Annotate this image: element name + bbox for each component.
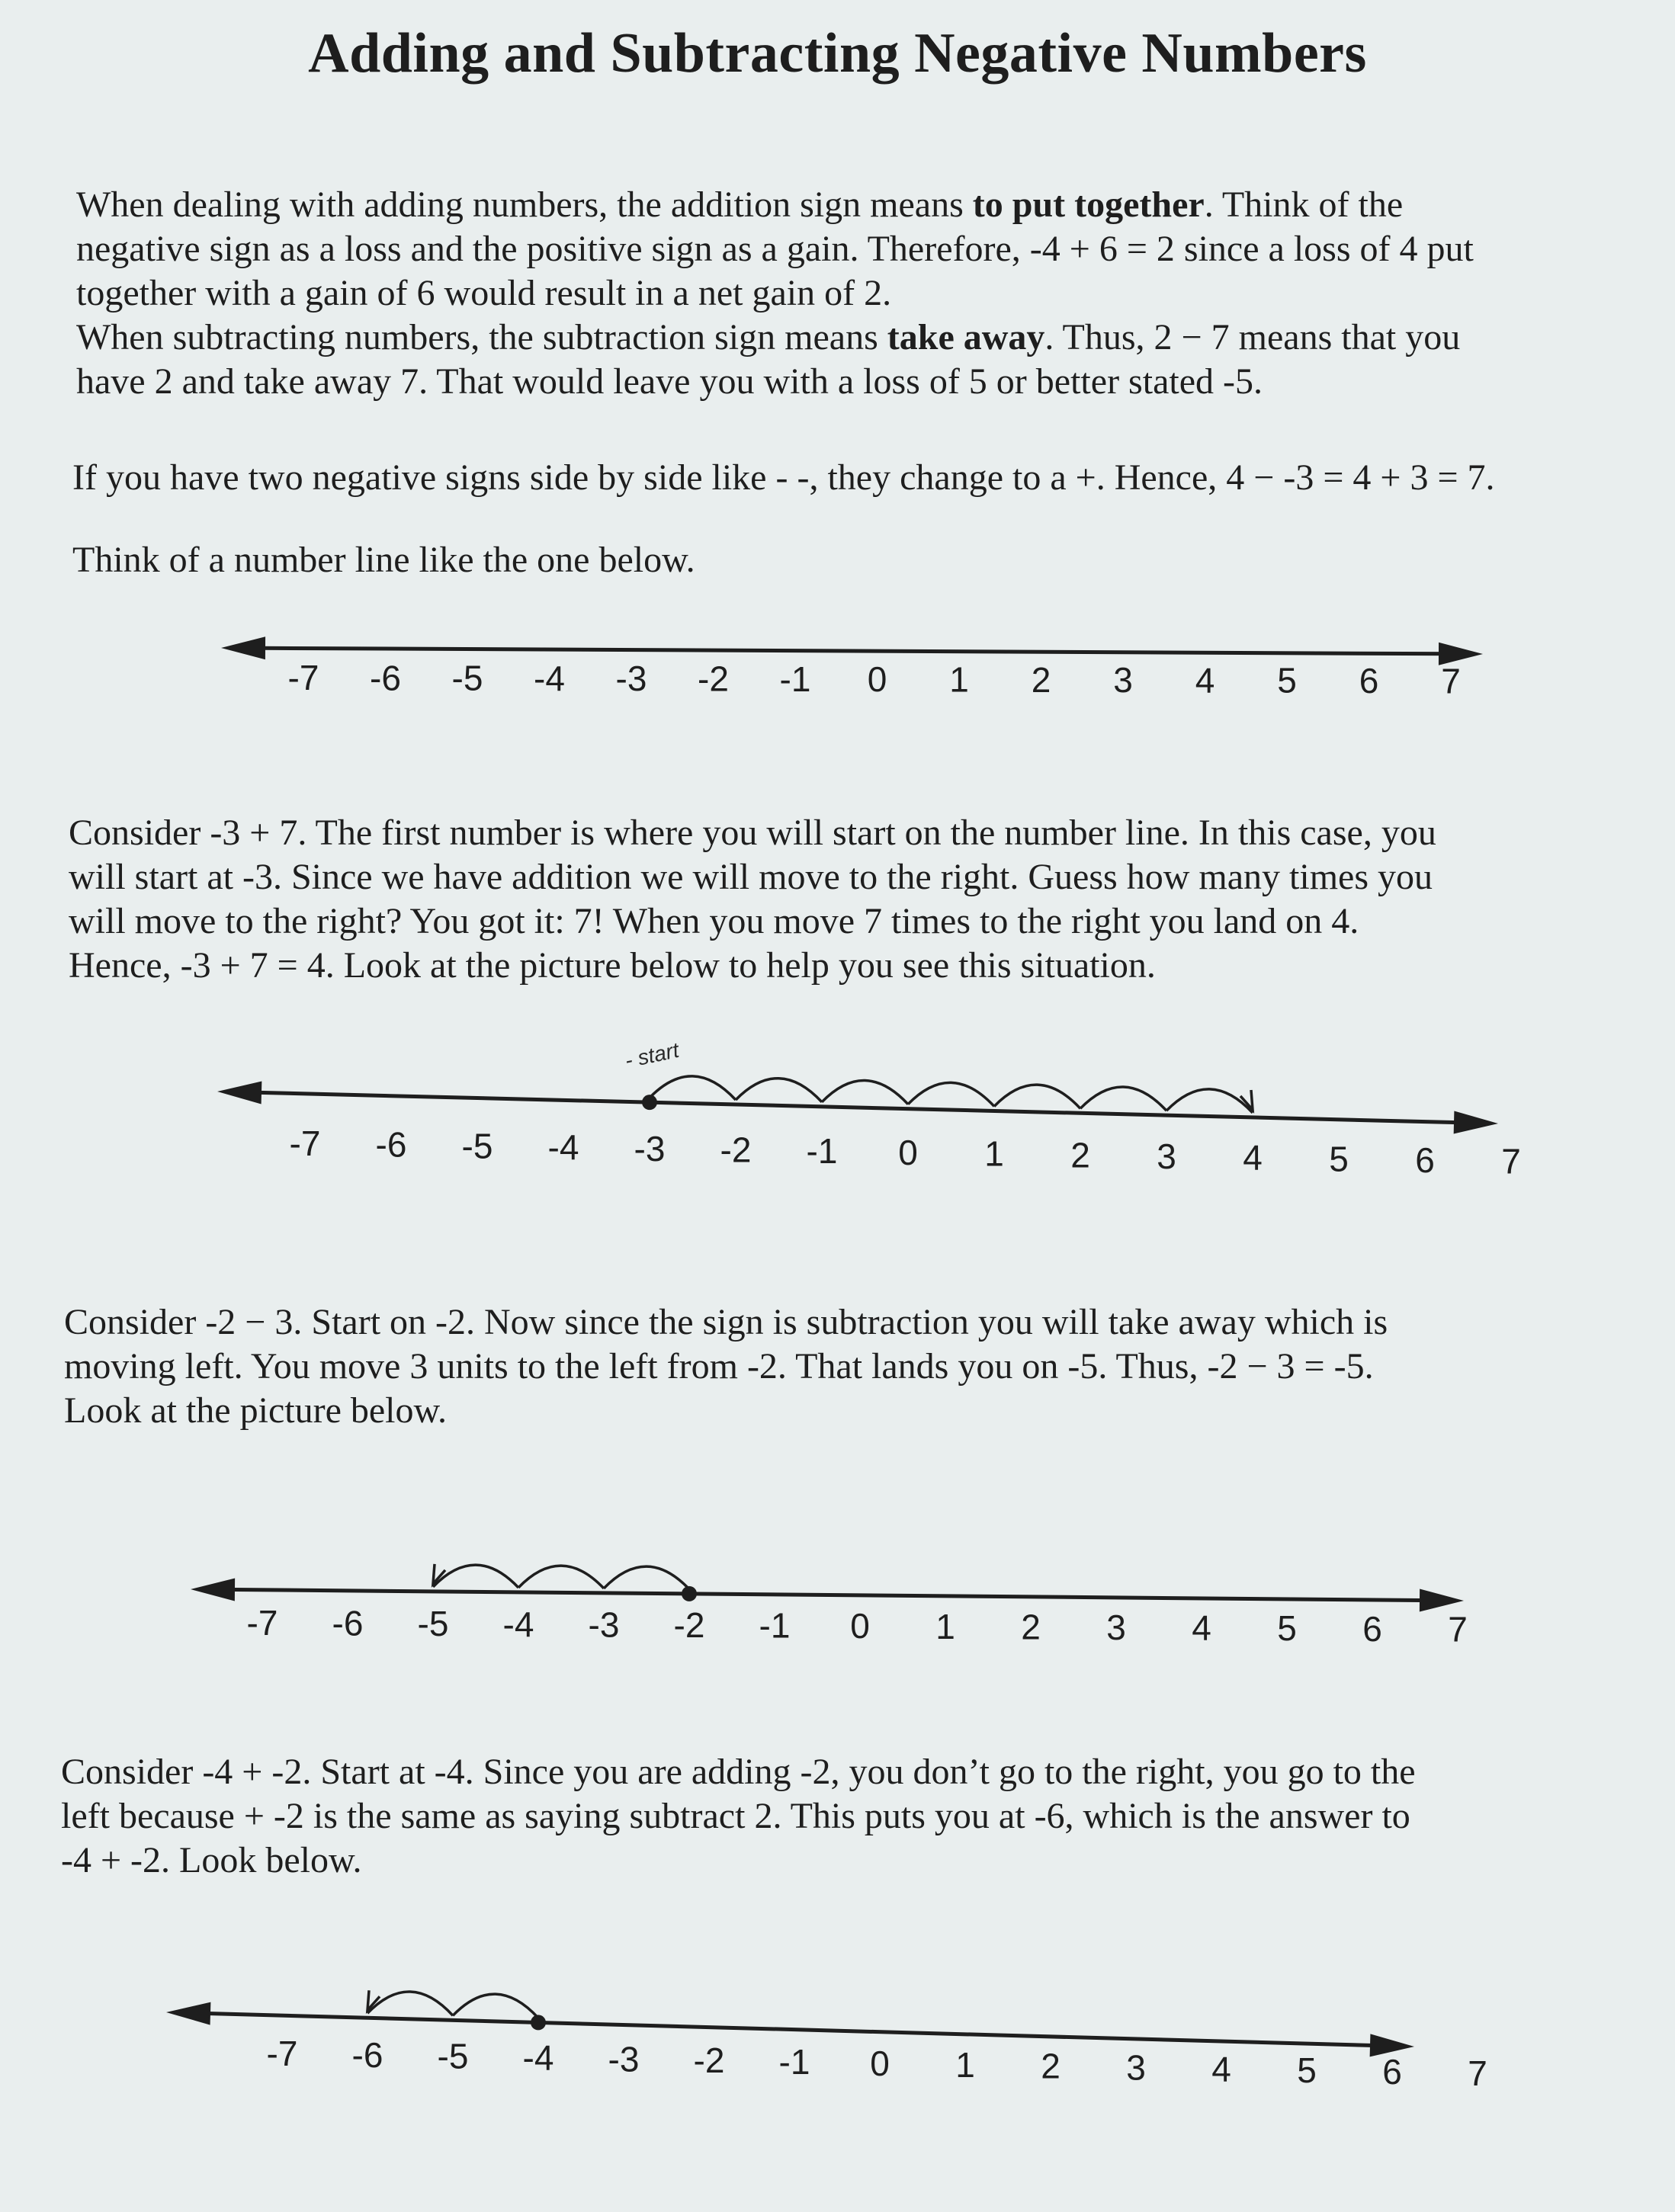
- hop-arc: [994, 1085, 1080, 1108]
- hop-arc: [1080, 1087, 1166, 1111]
- double-negative-rule: If you have two negative signs side by side like - -, they change to a +. Hence, 4 − -3 = 4 + 3 = 7.: [72, 457, 1495, 498]
- tick-label: -4: [502, 1604, 534, 1644]
- intro-line: negative sign as a loss and the positive sign as a gain. Therefore, -4 + 6 = 2 since a loss of 4 put: [76, 229, 1474, 269]
- left-arrowhead-icon: [166, 2002, 210, 2025]
- tick-label: 0: [850, 1606, 870, 1646]
- tick-label: -5: [417, 1604, 449, 1644]
- tick-label: -2: [673, 1605, 705, 1646]
- hop-arc: [1166, 1089, 1253, 1113]
- intro-text: When dealing with adding numbers, the addition sign means: [76, 184, 973, 225]
- example-line: moving left. You move 3 units to the left from -2. That lands you on -5. Thus, -2 − 3 = -5.: [64, 1346, 1374, 1387]
- tick-label: -3: [615, 659, 647, 699]
- page-title: Adding and Subtracting Negative Numbers: [308, 22, 1367, 85]
- tick-label: -4: [522, 2037, 554, 2078]
- tick-label: 3: [1113, 660, 1133, 700]
- tick-label: 0: [898, 1132, 918, 1172]
- tick-label: -1: [759, 1605, 791, 1646]
- tick-label: -2: [693, 2040, 725, 2081]
- tick-label: 1: [955, 2044, 975, 2085]
- tick-label: 5: [1277, 660, 1297, 700]
- tick-label: 7: [1468, 2053, 1487, 2093]
- tick-label: -3: [608, 2039, 640, 2079]
- tick-label: 4: [1192, 1608, 1211, 1648]
- tick-label: -1: [778, 2042, 810, 2082]
- tick-label: -2: [720, 1130, 752, 1170]
- tick-label: 4: [1243, 1137, 1263, 1178]
- tick-label: -2: [698, 659, 729, 699]
- tick-label: 1: [984, 1133, 1004, 1174]
- tick-label: -1: [779, 659, 811, 699]
- tick-label: 7: [1448, 1609, 1468, 1649]
- example-line: -4 + -2. Look below.: [61, 1840, 362, 1880]
- tick-label: 3: [1106, 1608, 1126, 1648]
- hop-arc: [367, 1992, 453, 2015]
- example-line: Hence, -3 + 7 = 4. Look at the picture below to help you see this situation.: [69, 945, 1156, 986]
- intro-bold-text: to put together: [972, 184, 1205, 225]
- tick-label: -7: [289, 1124, 321, 1163]
- number-line-axis: [213, 1589, 1441, 1600]
- tick-label: 0: [867, 659, 887, 700]
- hop-arc: [604, 1566, 689, 1589]
- intro-text: . Thus, 2 − 7 means that you: [1044, 317, 1461, 357]
- tick-label: 4: [1211, 2049, 1231, 2089]
- left-arrowhead-icon: [221, 636, 265, 659]
- tick-label: -7: [287, 658, 319, 697]
- tick-label: 3: [1126, 2047, 1146, 2088]
- intro-bold-text: take away: [887, 317, 1045, 357]
- tick-label: 6: [1415, 1140, 1435, 1181]
- tick-label: -6: [332, 1603, 364, 1643]
- right-arrowhead-icon: [1454, 1111, 1498, 1134]
- hop-arc: [908, 1082, 994, 1106]
- intro-text: . Think of the: [1204, 184, 1404, 225]
- tick-label: 0: [870, 2043, 890, 2083]
- tick-label: -5: [437, 2036, 469, 2076]
- tick-label: 6: [1359, 661, 1379, 701]
- left-arrowhead-icon: [191, 1579, 235, 1601]
- tick-label: -6: [370, 658, 401, 698]
- tick-label: 1: [935, 1606, 955, 1646]
- tick-label: -7: [246, 1603, 278, 1643]
- tick-label: 1: [949, 659, 969, 700]
- hop-arc: [822, 1081, 908, 1104]
- tick-label: 7: [1441, 661, 1461, 701]
- tick-label: 2: [1031, 659, 1051, 700]
- hop-arc: [518, 1566, 604, 1588]
- example-line: Consider -3 + 7. The first number is where you will start on the number line. In this case, you: [69, 813, 1436, 853]
- example-line: Look at the picture below.: [64, 1390, 448, 1431]
- intro-line: have 2 and take away 7. That would leave you with a loss of 5 or better stated -5.: [76, 361, 1263, 402]
- tick-label: -3: [634, 1128, 666, 1169]
- tick-label: 5: [1277, 1608, 1297, 1649]
- tick-label: 3: [1157, 1136, 1176, 1176]
- start-annotation: - start: [622, 1037, 682, 1073]
- example-line: left because + -2 is the same as saying subtract 2. This puts you at -6, which is the answer to: [61, 1796, 1410, 1836]
- left-arrowhead-icon: [217, 1081, 262, 1104]
- example-line: will start at -3. Since we have addition we will move to the right. Guess how many times you: [69, 857, 1433, 897]
- tick-label: -4: [547, 1127, 579, 1168]
- example-line: Consider -4 + -2. Start at -4. Since you are adding -2, you don’t go to the right, you go to the: [61, 1752, 1416, 1792]
- number-line-intro: Think of a number line like the one below.: [72, 540, 695, 580]
- tick-label: -3: [588, 1605, 620, 1645]
- tick-label: 5: [1297, 2050, 1317, 2091]
- hop-arc: [650, 1076, 736, 1100]
- tick-label: -6: [351, 2034, 383, 2075]
- tick-label: 6: [1382, 2052, 1402, 2092]
- tick-label: -6: [375, 1124, 407, 1165]
- example-line: will move to the right? You got it: 7! When you move 7 times to the right you land on 4.: [69, 901, 1359, 941]
- tick-label: 5: [1329, 1139, 1349, 1179]
- hop-arc: [736, 1079, 822, 1102]
- tick-label: -4: [534, 658, 565, 698]
- tick-label: -7: [266, 2034, 298, 2073]
- hop-arc: [453, 1994, 538, 2018]
- example-line: Consider -2 − 3. Start on -2. Now since the sign is subtraction you will take away which is: [64, 1302, 1388, 1342]
- tick-label: -5: [451, 658, 483, 698]
- number-line-axis: [244, 648, 1460, 654]
- tick-label: 2: [1070, 1135, 1090, 1175]
- tick-label: 6: [1362, 1608, 1382, 1649]
- tick-label: 2: [1041, 2046, 1061, 2086]
- tick-label: 2: [1021, 1607, 1041, 1647]
- number-line-axis: [240, 1092, 1475, 1124]
- intro-text: When subtracting numbers, the subtraction sign means: [76, 317, 887, 357]
- tick-label: 7: [1501, 1141, 1521, 1181]
- tick-label: 4: [1195, 660, 1215, 700]
- tick-label: -1: [806, 1131, 838, 1172]
- right-arrowhead-icon: [1420, 1588, 1464, 1611]
- tick-label: -5: [461, 1126, 493, 1166]
- intro-line: together with a gain of 6 would result in a net gain of 2.: [76, 273, 892, 313]
- hop-arc: [433, 1565, 518, 1588]
